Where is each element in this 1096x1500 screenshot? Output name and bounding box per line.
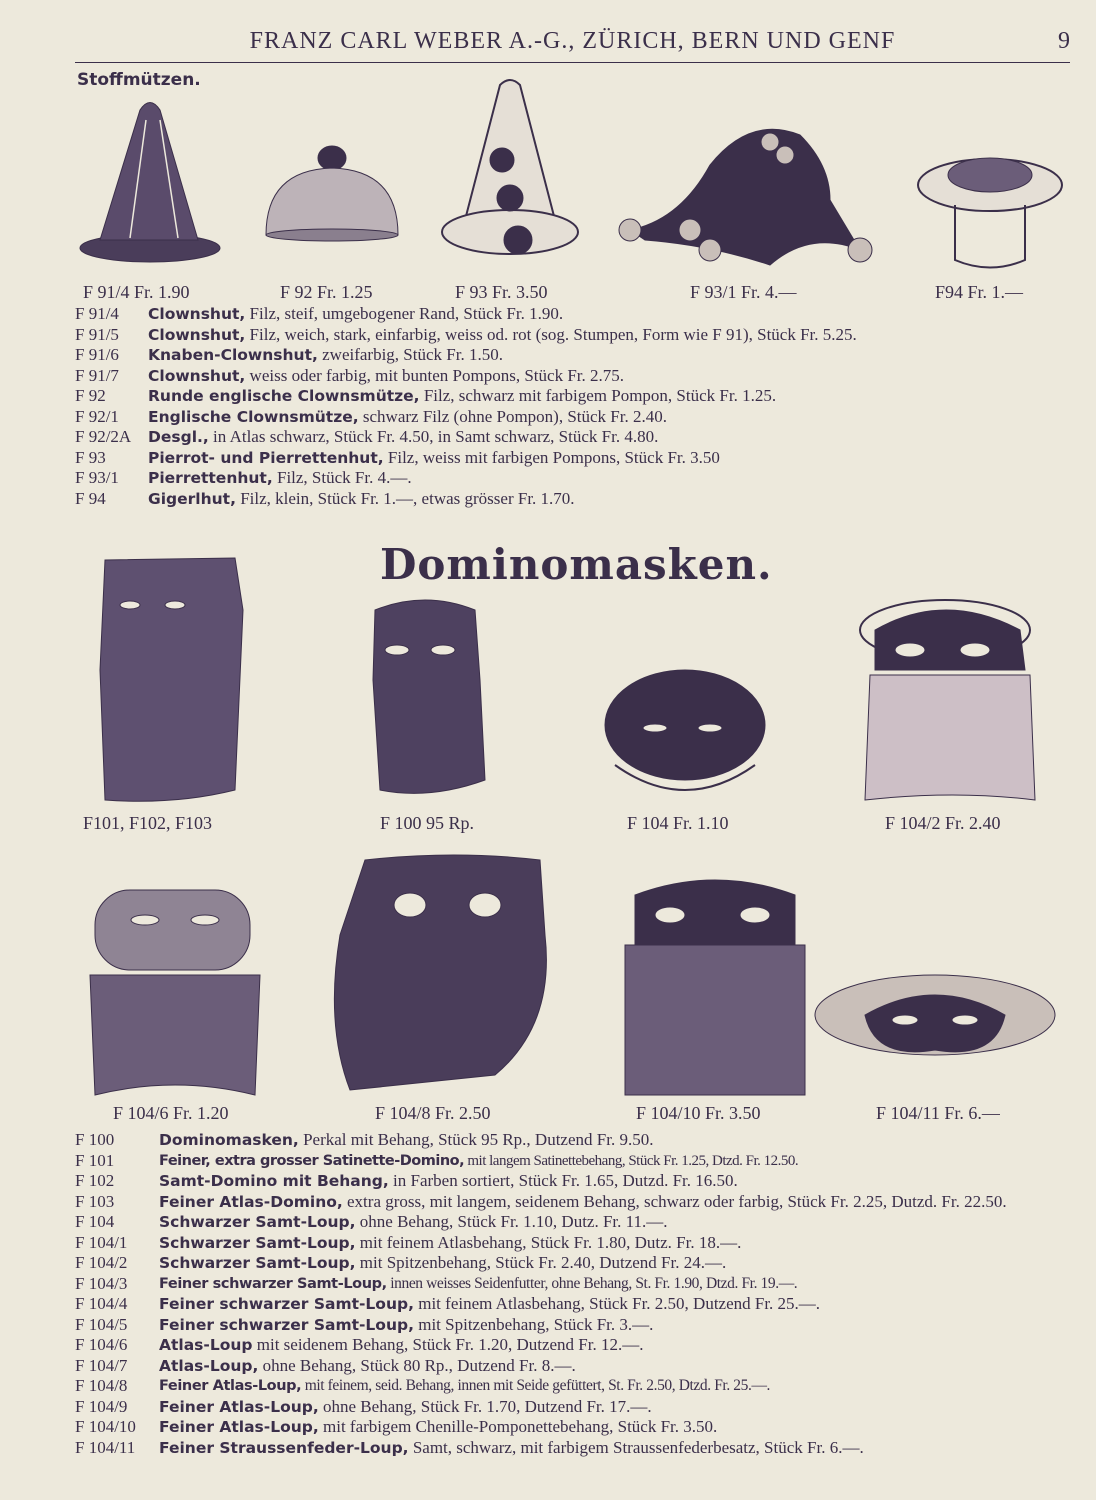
- item-desc: in Farben sortiert, Stück Fr. 1.65, Dutzd. Fr. 16.50.: [388, 1171, 738, 1190]
- item-code: F 104/10: [75, 1417, 136, 1436]
- mask-product-list: [75, 1130, 1075, 1458]
- item-desc: in Atlas schwarz, Stück Fr. 4.50, in Samt schwarz, Stück Fr. 4.80.: [208, 427, 659, 446]
- item-code: F 104/9: [75, 1396, 128, 1416]
- list-item: [75, 1335, 1075, 1356]
- item-name: Pierrettenhut,: [148, 469, 273, 487]
- mask-f104-11: [815, 975, 1055, 1055]
- item-code: F 104/5: [75, 1314, 128, 1334]
- item-name: Feiner Atlas-Loup,: [159, 1418, 319, 1436]
- item-desc: Filz, weich, stark, einfarbig, weiss od. rot (sog. Stumpen, Form wie F 91), Stück Fr. 5.25.: [245, 324, 857, 344]
- list-item: [75, 366, 1075, 387]
- mask-f100: [373, 600, 485, 793]
- item-name: Atlas-Loup,: [159, 1356, 259, 1375]
- list-item: [75, 1130, 1075, 1151]
- list-item: [75, 1233, 1075, 1254]
- list-item: [75, 1417, 1075, 1438]
- item-desc: weiss oder farbig, mit bunten Pompons, Stück Fr. 2.75.: [245, 365, 625, 385]
- item-name: Runde englische Clownsmütze,: [148, 387, 420, 405]
- item-name: Clownshut,: [148, 325, 246, 344]
- item-code: F 104/7: [75, 1355, 128, 1375]
- caption-f93: F 93 Fr. 3.50: [455, 282, 548, 302]
- list-item: [75, 1253, 1075, 1274]
- list-item: [75, 1192, 1075, 1213]
- hat-f92: [266, 146, 398, 241]
- item-code: F 104/6: [75, 1335, 128, 1354]
- caption-f100: F 100 95 Rp.: [380, 813, 475, 833]
- item-desc: schwarz Filz (ohne Pompon), Stück Fr. 2.40.: [358, 406, 667, 426]
- item-code: F 104/1: [75, 1232, 128, 1252]
- list-item: [75, 448, 1075, 469]
- list-item: [75, 407, 1075, 428]
- item-desc: Filz, steif, umgebogener Rand, Stück Fr. 1.90.: [245, 304, 564, 323]
- item-name: Clownshut,: [148, 305, 246, 323]
- mask-f104-2: [860, 600, 1035, 800]
- item-desc: mit Spitzenbehang, Stück Fr. 3.—.: [413, 1314, 654, 1334]
- mask-f101: [100, 558, 243, 801]
- mask-f104: [605, 670, 765, 790]
- list-item: [75, 386, 1075, 407]
- item-code: F 92/1: [75, 406, 119, 426]
- item-code: F 103: [75, 1191, 115, 1211]
- page-header: [75, 26, 1070, 63]
- list-item: [75, 325, 1075, 346]
- list-item: [75, 427, 1075, 448]
- caption-f104-11: F 104/11 Fr. 6.—: [876, 1103, 1000, 1123]
- list-item: [75, 1397, 1075, 1418]
- hat-f93: [442, 80, 578, 254]
- item-name: Dominomasken,: [159, 1131, 299, 1149]
- caption-f104: F 104 Fr. 1.10: [627, 813, 729, 833]
- item-code: F 104/8: [75, 1376, 128, 1395]
- hat-illustrations: [70, 70, 1070, 280]
- hat-product-list: [75, 304, 1075, 509]
- list-item: [75, 1315, 1075, 1336]
- item-name: Feiner schwarzer Samt-Loup,: [159, 1315, 414, 1334]
- item-desc: mit feinem Atlasbehang, Stück Fr. 2.50, Dutzend Fr. 25.—.: [413, 1294, 821, 1313]
- page-title: FRANZ CARL WEBER A.-G., ZÜRICH, BERN UND GENF: [249, 28, 896, 54]
- item-code: F 101: [75, 1150, 115, 1170]
- item-code: F 104/4: [75, 1294, 128, 1313]
- caption-f101-f103: F101, F102, F103: [83, 813, 213, 833]
- item-desc: Filz, Stück Fr. 4.—.: [272, 468, 412, 487]
- item-desc: Filz, weiss mit farbigen Pompons, Stück Fr. 3.50: [383, 447, 720, 467]
- item-name: Feiner Atlas-Domino,: [159, 1192, 343, 1211]
- list-item: [75, 345, 1075, 366]
- item-name: Atlas-Loup: [159, 1336, 253, 1354]
- hat-f94: [918, 158, 1062, 268]
- list-item: [75, 1294, 1075, 1315]
- hat-f91-4: [80, 103, 220, 263]
- caption-f104-6: F 104/6 Fr. 1.20: [113, 1103, 229, 1123]
- section-title-masks: Dominomasken.: [380, 540, 773, 589]
- mask-f104-10: [625, 880, 805, 1095]
- item-name: Feiner Straussenfeder-Loup,: [159, 1438, 409, 1457]
- item-desc: mit farbigem Chenille-Pomponettebehang, Stück Fr. 3.50.: [318, 1417, 718, 1436]
- item-desc: mit langem Satinettebehang, Stück Fr. 1.25, Dtzd. Fr. 12.50.: [464, 1152, 799, 1169]
- item-name: Desgl.,: [148, 428, 209, 446]
- item-name: Feiner Atlas-Loup,: [159, 1397, 319, 1416]
- item-code: F 91/7: [75, 365, 119, 385]
- item-desc: mit feinem Atlasbehang, Stück Fr. 1.80, Dutz. Fr. 18.—.: [355, 1232, 742, 1252]
- list-item: [75, 1171, 1075, 1192]
- item-desc: mit Spitzenbehang, Stück Fr. 2.40, Dutzend Fr. 24.—.: [355, 1253, 727, 1272]
- item-desc: innen weisses Seidenfutter, ohne Behang, St. Fr. 1.90, Dtzd. Fr. 19.—.: [386, 1274, 798, 1292]
- item-code: F 100: [75, 1130, 115, 1149]
- item-name: Schwarzer Samt-Loup,: [159, 1233, 356, 1252]
- caption-f92: F 92 Fr. 1.25: [280, 282, 373, 302]
- item-desc: ohne Behang, Stück Fr. 1.10, Dutz. Fr. 11.—.: [355, 1212, 668, 1231]
- item-code: F 91/6: [75, 345, 119, 364]
- item-code: F 104/11: [75, 1437, 136, 1457]
- hat-f93-1: [619, 129, 872, 265]
- item-desc: Filz, schwarz mit farbigem Pompon, Stück Fr. 1.25.: [419, 386, 777, 405]
- list-item: [75, 1212, 1075, 1233]
- caption-f104-8: F 104/8 Fr. 2.50: [375, 1103, 491, 1123]
- caption-f104-10: F 104/10 Fr. 3.50: [636, 1103, 761, 1123]
- item-desc: Perkal mit Behang, Stück 95 Rp., Dutzend Fr. 9.50.: [298, 1130, 654, 1149]
- item-code: F 104: [75, 1212, 115, 1231]
- mask-f104-6: [90, 890, 260, 1095]
- item-name: Feiner schwarzer Samt-Loup,: [159, 1275, 387, 1292]
- item-code: F 91/4: [75, 304, 119, 323]
- item-code: F 92: [75, 386, 106, 405]
- item-name: Feiner Atlas-Loup,: [159, 1378, 302, 1394]
- list-item: [75, 1438, 1075, 1459]
- list-item: [75, 304, 1075, 325]
- item-name: Knaben-Clownshut,: [148, 346, 318, 364]
- item-name: Samt-Domino mit Behang,: [159, 1172, 389, 1190]
- item-code: F 104/3: [75, 1273, 128, 1293]
- caption-f91-4: F 91/4 Fr. 1.90: [83, 282, 190, 302]
- list-item: [75, 489, 1075, 510]
- item-desc: Samt, schwarz, mit farbigem Straussenfederbesatz, Stück Fr. 6.—.: [408, 1437, 864, 1457]
- item-name: Gigerlhut,: [148, 489, 236, 508]
- list-item: [75, 1151, 1075, 1172]
- list-item: [75, 1274, 1075, 1295]
- item-name: Schwarzer Samt-Loup,: [159, 1254, 356, 1272]
- item-code: F 93/1: [75, 468, 119, 487]
- mask-f104-8: [334, 855, 546, 1090]
- mask-illustrations-row1: [75, 550, 1075, 810]
- mask-illustrations-row2: [75, 845, 1075, 1100]
- caption-f104-2: F 104/2 Fr. 2.40: [885, 813, 1001, 833]
- caption-f94: F94 Fr. 1.—: [935, 282, 1024, 302]
- item-desc: mit seidenem Behang, Stück Fr. 1.20, Dutzend Fr. 12.—.: [252, 1335, 644, 1354]
- item-code: F 92/2A: [75, 427, 132, 446]
- item-code: F 94: [75, 488, 106, 508]
- item-name: Feiner, extra grosser Satinette-Domino,: [159, 1152, 465, 1169]
- item-desc: ohne Behang, Stück 80 Rp., Dutzend Fr. 8.—.: [258, 1355, 576, 1375]
- list-item: [75, 468, 1075, 489]
- item-name: Schwarzer Samt-Loup,: [159, 1213, 356, 1231]
- item-desc: Filz, klein, Stück Fr. 1.—, etwas grösser Fr. 1.70.: [235, 488, 575, 508]
- item-desc: ohne Behang, Stück Fr. 1.70, Dutzend Fr. 17.—.: [318, 1396, 652, 1416]
- item-name: Feiner schwarzer Samt-Loup,: [159, 1295, 414, 1313]
- list-item: [75, 1376, 1075, 1397]
- item-code: F 91/5: [75, 324, 119, 344]
- section-title-hats: Stoffmützen.: [77, 70, 201, 90]
- page-number: 9: [1058, 28, 1070, 54]
- item-desc: zweifarbig, Stück Fr. 1.50.: [317, 345, 503, 364]
- item-name: Englische Clownsmütze,: [148, 407, 359, 426]
- item-name: Pierrot- und Pierrettenhut,: [148, 448, 384, 467]
- item-code: F 93: [75, 447, 106, 467]
- item-desc: extra gross, mit langem, seidenem Behang, schwarz oder farbig, Stück Fr. 2.25, Dutzd. Fr. 22.50.: [342, 1191, 1007, 1211]
- item-desc: mit feinem, seid. Behang, innen mit Seide gefüttert, St. Fr. 2.50, Dtzd. Fr. 25.—.: [301, 1377, 771, 1394]
- item-name: Clownshut,: [148, 366, 246, 385]
- item-code: F 104/2: [75, 1253, 128, 1272]
- list-item: [75, 1356, 1075, 1377]
- caption-f93-1: F 93/1 Fr. 4.—: [690, 282, 797, 302]
- item-code: F 102: [75, 1171, 115, 1190]
